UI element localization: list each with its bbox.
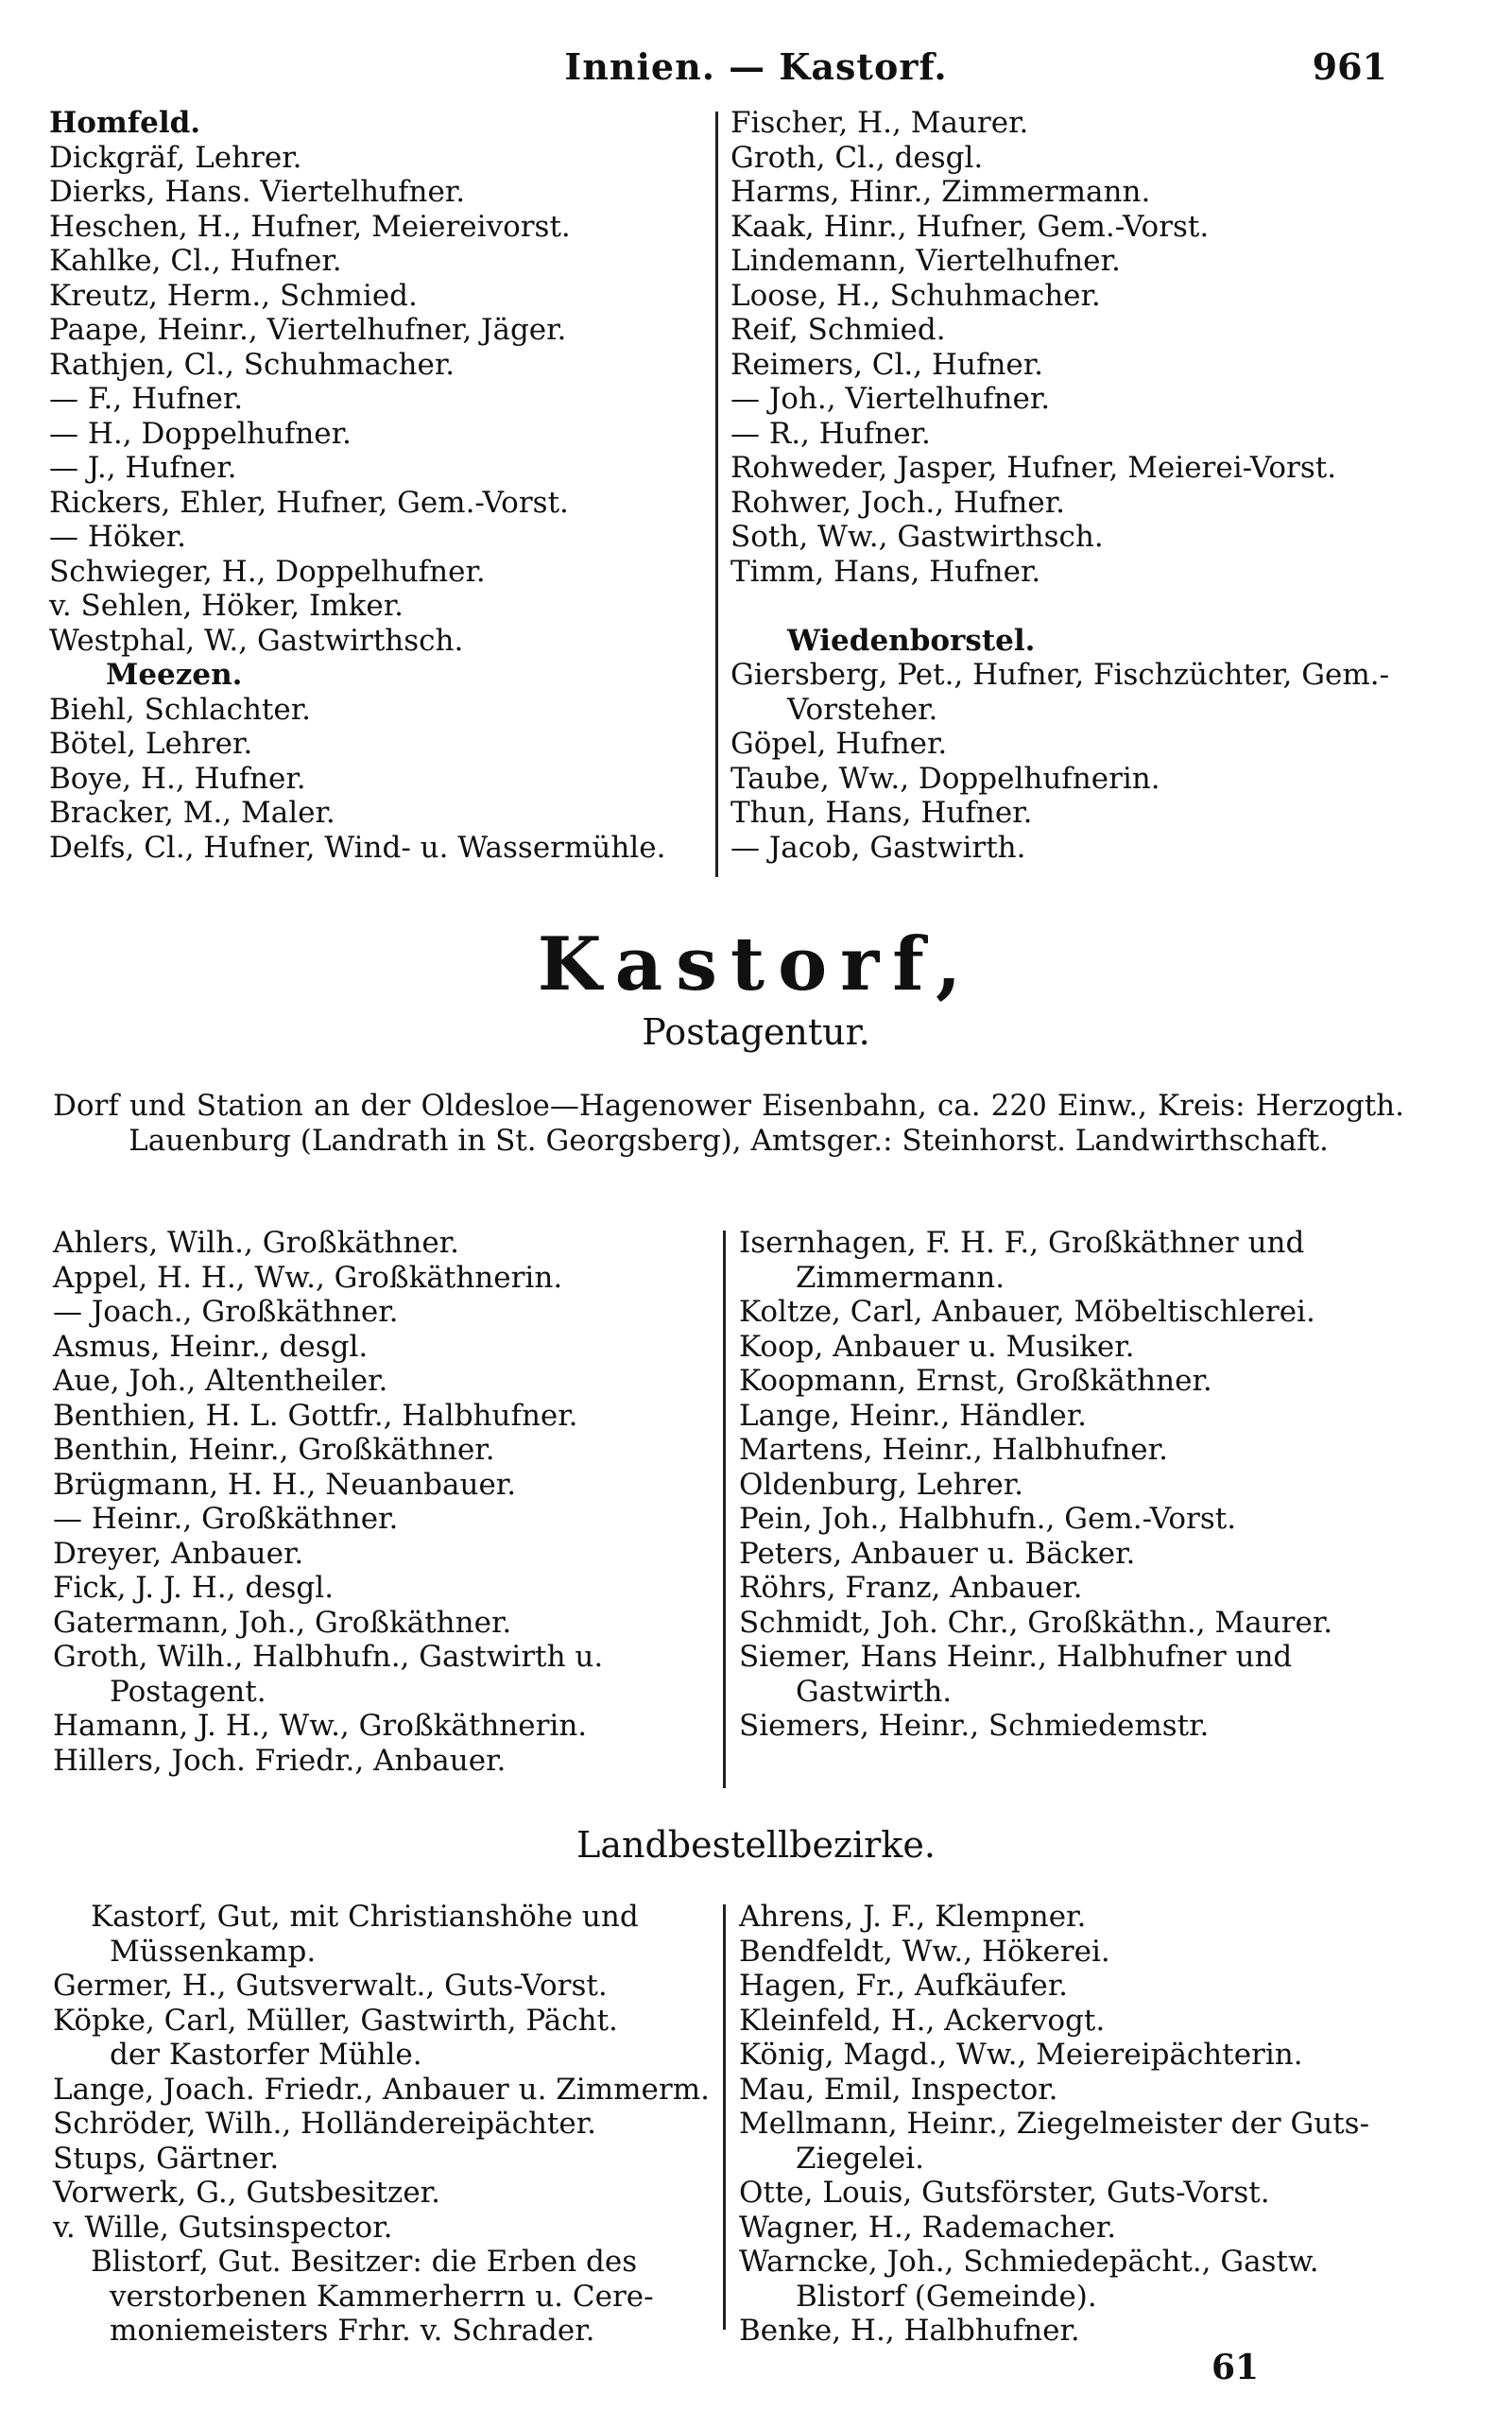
entry-line: Wiedenborstel.	[787, 623, 1036, 658]
entry-line: der Kastorfer Mühle.	[110, 2038, 422, 2072]
entry-line: Blistorf, Gut. Besitzer: die Erben des	[91, 2245, 638, 2279]
bottom-left-column	[53, 1900, 714, 2349]
entry-line: Rickers, Ehler, Hufner, Gem.-Vorst.	[49, 485, 569, 520]
entry-line: Reif, Schmied.	[730, 313, 946, 347]
entry-line: Dierks, Hans. Viertelhufner.	[49, 175, 466, 209]
main-title: Kastorf,	[537, 921, 975, 1007]
entry-line: Lindemann, Viertelhufner.	[730, 244, 1121, 278]
entry-line: — Joh., Viertelhufner.	[730, 382, 1051, 416]
entry-line: Bendfeldt, Ww., Hökerei.	[739, 1934, 1110, 1969]
entry-line: Fischer, H., Maurer.	[730, 106, 1029, 140]
top-left-column	[49, 106, 711, 865]
entry-line: Wagner, H., Rademacher.	[739, 2210, 1117, 2245]
entry-line: Müssenkamp.	[110, 1934, 317, 1969]
entry-line: Dreyer, Anbauer.	[53, 1536, 304, 1571]
entry-line: Giersberg, Pet., Hufner, Fischzüchter, Gem.-	[730, 658, 1390, 692]
entry-line: Thun, Hans, Hufner.	[730, 796, 1033, 830]
entry-line: Germer, H., Gutsverwalt., Guts-Vorst.	[53, 1969, 608, 2003]
entry-line: Vorwerk, G., Gutsbesitzer.	[53, 2176, 440, 2210]
entry-line: Asmus, Heinr., desgl.	[53, 1329, 369, 1364]
entry-line: Siemer, Hans Heinr., Halbhufner und	[739, 1640, 1293, 1674]
entry-line: Meezen.	[106, 658, 243, 692]
entry-line: — F., Hufner.	[49, 382, 244, 416]
entry-line: König, Magd., Ww., Meiereipächterin.	[739, 2038, 1303, 2072]
signature-mark: 61	[1211, 2348, 1260, 2387]
entry-line: Rohwer, Joch., Hufner.	[730, 485, 1066, 520]
entry-line: Kastorf, Gut, mit Christianshöhe und	[91, 1900, 639, 1934]
entry-line: Brügmann, H. H., Neuanbauer.	[53, 1467, 517, 1502]
entry-line: Zimmermann.	[796, 1260, 1005, 1295]
entry-line: Kleinfeld, H., Ackervogt.	[739, 2003, 1106, 2038]
entry-line: Kreutz, Herm., Schmied.	[49, 278, 418, 313]
entry-line: Soth, Ww., Gastwirthsch.	[730, 520, 1104, 554]
entry-line: Schröder, Wilh., Holländereipächter.	[53, 2107, 596, 2141]
entry-line: Ahrens, J. F., Klempner.	[739, 1900, 1087, 1934]
entry-line: Lange, Joach. Friedr., Anbauer u. Zimmerm.	[53, 2072, 710, 2107]
entry-line: Isernhagen, F. H. F., Großkäthner und	[739, 1226, 1305, 1260]
entry-line: Göpel, Hufner.	[730, 727, 948, 761]
entry-line: Biehl, Schlachter.	[49, 692, 311, 727]
entry-line: moniemeisters Frhr. v. Schrader.	[110, 2314, 595, 2348]
entry-line: — Heinr., Großkäthner.	[53, 1502, 399, 1536]
entry-line: Blistorf (Gemeinde).	[796, 2279, 1097, 2314]
entry-line: Fick, J. J. H., desgl.	[53, 1571, 335, 1605]
entry-line: Boye, H., Hufner.	[49, 761, 306, 796]
entry-line: v. Sehlen, Höker, Imker.	[49, 589, 404, 623]
section-title: Landbestellbezirke.	[576, 1824, 936, 1866]
entry-line: — J., Hufner.	[49, 451, 237, 485]
entry-line: Ziegelei.	[796, 2141, 925, 2176]
entry-line: Dickgräf, Lehrer.	[49, 140, 302, 175]
entry-line: Loose, H., Schuhmacher.	[730, 278, 1101, 313]
running-header: Innien. — Kastorf.	[564, 45, 948, 88]
entry-line: verstorbenen Kammerherrn u. Cere-	[110, 2279, 654, 2314]
column-divider	[723, 1231, 726, 1788]
entry-line: Bracker, M., Maler.	[49, 796, 335, 830]
column-divider	[715, 112, 718, 877]
entry-line: Benke, H., Halbhufner.	[739, 2314, 1080, 2348]
entry-line: Taube, Ww., Doppelhufnerin.	[730, 761, 1160, 796]
entry-line: Koop, Anbauer u. Musiker.	[739, 1329, 1135, 1364]
entry-line: Röhrs, Franz, Anbauer.	[739, 1571, 1083, 1605]
entry-line: Groth, Cl., desgl.	[730, 140, 984, 175]
entry-line: Koltze, Carl, Anbauer, Möbeltischlerei.	[739, 1295, 1315, 1329]
entry-line: Otte, Louis, Gutsförster, Guts-Vorst.	[739, 2176, 1270, 2210]
mid-left-column	[53, 1226, 714, 1778]
entry-line: Aue, Joh., Altentheiler.	[53, 1364, 388, 1398]
entry-line: Stups, Gärtner.	[53, 2141, 280, 2176]
entry-line: Vorsteher.	[787, 692, 938, 727]
entry-line: Rathjen, Cl., Schuhmacher.	[49, 347, 455, 382]
entry-line: v. Wille, Gutsinspector.	[53, 2210, 393, 2245]
entry-line: Schmidt, Joh. Chr., Großkäthn., Maurer.	[739, 1605, 1333, 1640]
entry-line: — R., Hufner.	[730, 416, 931, 451]
entry-line: Benthin, Heinr., Großkäthner.	[53, 1433, 495, 1467]
entry-line: Mellmann, Heinr., Ziegelmeister der Guts-	[739, 2107, 1370, 2141]
entry-line: Hillers, Joch. Friedr., Anbauer.	[53, 1743, 507, 1778]
entry-line: Warncke, Joh., Schmiedepächt., Gastw.	[739, 2245, 1319, 2279]
entry-line: Timm, Hans, Hufner.	[730, 554, 1041, 589]
entry-line: Postagent.	[110, 1674, 266, 1709]
entry-line: Oldenburg, Lehrer.	[739, 1467, 1023, 1502]
entry-line: Pein, Joh., Halbhufn., Gem.-Vorst.	[739, 1502, 1237, 1536]
entry-line: Harms, Hinr., Zimmermann.	[730, 175, 1151, 209]
entry-line: Köpke, Carl, Müller, Gastwirth, Pächt.	[53, 2003, 618, 2038]
entry-line: — Joach., Großkäthner.	[53, 1295, 399, 1329]
entry-line: Benthien, H. L. Gottfr., Halbhufner.	[53, 1398, 578, 1433]
entry-line: Reimers, Cl., Hufner.	[730, 347, 1044, 382]
entry-line: Peters, Anbauer u. Bäcker.	[739, 1536, 1136, 1571]
entry-line: Hagen, Fr., Aufkäufer.	[739, 1969, 1069, 2003]
entry-line: Paape, Heinr., Viertelhufner, Jäger.	[49, 313, 567, 347]
mid-right-column	[739, 1226, 1419, 1744]
entry-line: — H., Doppelhufner.	[49, 416, 352, 451]
entry-line: Gastwirth.	[796, 1674, 953, 1709]
entry-line: Koopmann, Ernst, Großkäthner.	[739, 1364, 1212, 1398]
entry-line: Kahlke, Cl., Hufner.	[49, 244, 342, 278]
entry-line: Siemers, Heinr., Schmiedemstr.	[739, 1709, 1210, 1743]
top-right-column	[730, 106, 1411, 865]
entry-line: Groth, Wilh., Halbhufn., Gastwirth u.	[53, 1640, 604, 1674]
intro-paragraph: Dorf und Station an der Oldesloe—Hagenower Eisenbahn, ca. 220 Einw., Kreis: Herzogth. Lauenburg (Landrath in St. Georgsberg), Amtsger.: Steinhorst. Landwirthschaft.	[53, 1089, 1404, 1158]
bottom-right-column	[739, 1900, 1419, 2349]
entry-line: Schwieger, H., Doppelhufner.	[49, 554, 486, 589]
entry-line: Heschen, H., Hufner, Meiereivorst.	[49, 209, 571, 244]
subtitle: Postagentur.	[642, 1011, 870, 1053]
entry-line: Bötel, Lehrer.	[49, 727, 253, 761]
entry-line: Mau, Emil, Inspector.	[739, 2072, 1058, 2107]
entry-line: Gatermann, Joh., Großkäthner.	[53, 1605, 512, 1640]
entry-line: Homfeld.	[49, 106, 201, 140]
entry-line: Delfs, Cl., Hufner, Wind- u. Wassermühle.	[49, 830, 666, 865]
entry-line: Westphal, W., Gastwirthsch.	[49, 623, 464, 658]
entry-line: Ahlers, Wilh., Großkäthner.	[53, 1226, 459, 1260]
entry-line: Kaak, Hinr., Hufner, Gem.-Vorst.	[730, 209, 1210, 244]
page-number: 961	[1312, 45, 1387, 88]
column-divider	[723, 1904, 726, 2330]
entry-line: Hamann, J. H., Ww., Großkäthnerin.	[53, 1709, 588, 1743]
entry-line: — Höker.	[49, 520, 186, 554]
entry-line: Martens, Heinr., Halbhufner.	[739, 1433, 1168, 1467]
entry-line	[730, 589, 1411, 624]
entry-line: — Jacob, Gastwirth.	[730, 830, 1026, 865]
entry-line: Rohweder, Jasper, Hufner, Meierei-Vorst.	[730, 451, 1337, 485]
entry-line: Lange, Heinr., Händler.	[739, 1398, 1088, 1433]
entry-line: Appel, H. H., Ww., Großkäthnerin.	[53, 1260, 563, 1295]
